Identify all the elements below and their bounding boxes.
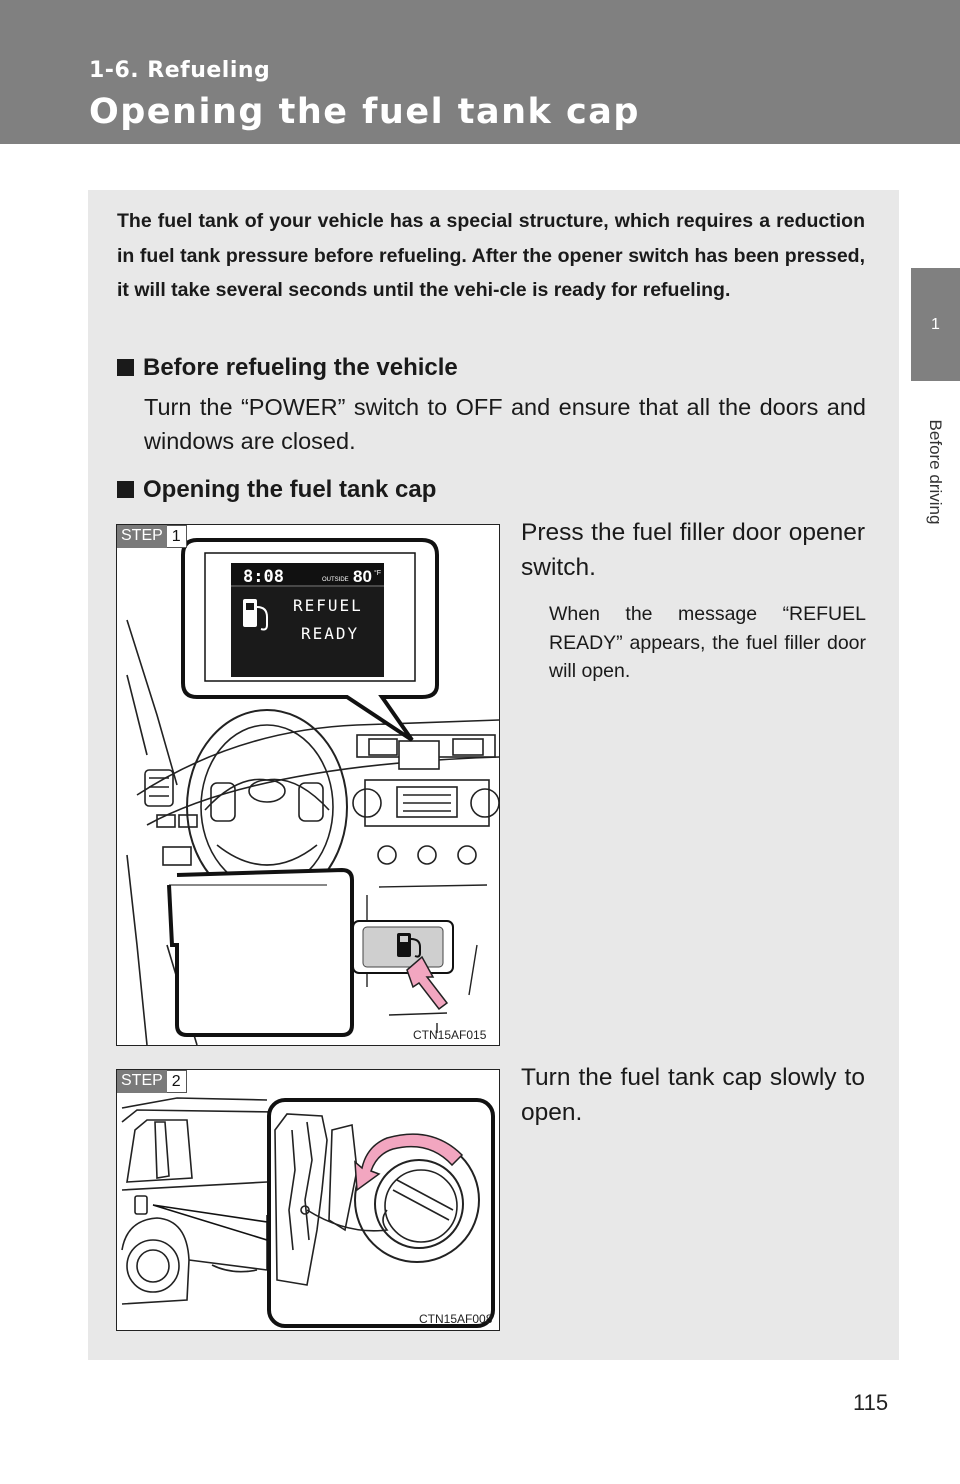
chapter-tab-title: Before driving <box>926 419 945 525</box>
display-temperature: 80 <box>353 567 372 586</box>
step-number: 2 <box>167 1070 187 1093</box>
subheading-opening-cap <box>117 476 436 504</box>
page-header <box>0 0 960 144</box>
subheading-before-refueling <box>117 354 458 382</box>
step2-badge <box>117 1070 187 1093</box>
step2-instruction: Turn the fuel tank cap slowly to open. <box>521 1064 865 1126</box>
bullet-square-icon <box>117 359 134 376</box>
step-number: 1 <box>167 525 187 548</box>
figure-code: CTN15AF015 <box>413 1028 487 1042</box>
step1-badge <box>117 525 187 548</box>
display-unit: °F <box>374 570 382 577</box>
step-label: STEP <box>117 525 167 548</box>
subheading-text: Opening the fuel tank cap <box>143 476 437 503</box>
display-message-line2: READY <box>301 624 360 643</box>
figure-code: CTN15AF008 <box>419 1312 493 1326</box>
bullet-square-icon <box>117 481 134 498</box>
page-title: Opening the fuel tank cap <box>89 92 640 132</box>
step2-figure <box>116 1069 500 1331</box>
dashboard-illustration <box>117 525 499 1045</box>
chapter-tab-number[interactable]: 1 <box>911 268 960 381</box>
section-label: 1-6. Refueling <box>89 58 271 83</box>
display-time: 8:08 <box>243 567 284 587</box>
step1-instruction: Press the fuel filler door opener switch. <box>521 519 865 581</box>
subheading-text: Before refueling the vehicle <box>143 354 458 381</box>
before-refueling-text: Turn the “POWER” switch to OFF and ensure that all the doors and windows are closed. <box>144 394 866 454</box>
step1-figure <box>116 524 500 1046</box>
page-number: 115 <box>853 1390 889 1415</box>
step1-note: When the message “REFUEL READY” appears, the fuel filler door will open. <box>549 603 866 682</box>
step-label: STEP <box>117 1070 167 1093</box>
display-outside-label: OUTSIDE <box>322 577 349 583</box>
intro-paragraph: The fuel tank of your vehicle has a special structure, which requires a reduction in fuel tank pressure before refueling. After the opener switch has been pressed, it will take several seconds until the vehi-cle is ready for refueling. <box>117 210 865 301</box>
fuel-cap-illustration <box>117 1070 499 1330</box>
display-message-line1: REFUEL <box>293 596 363 615</box>
